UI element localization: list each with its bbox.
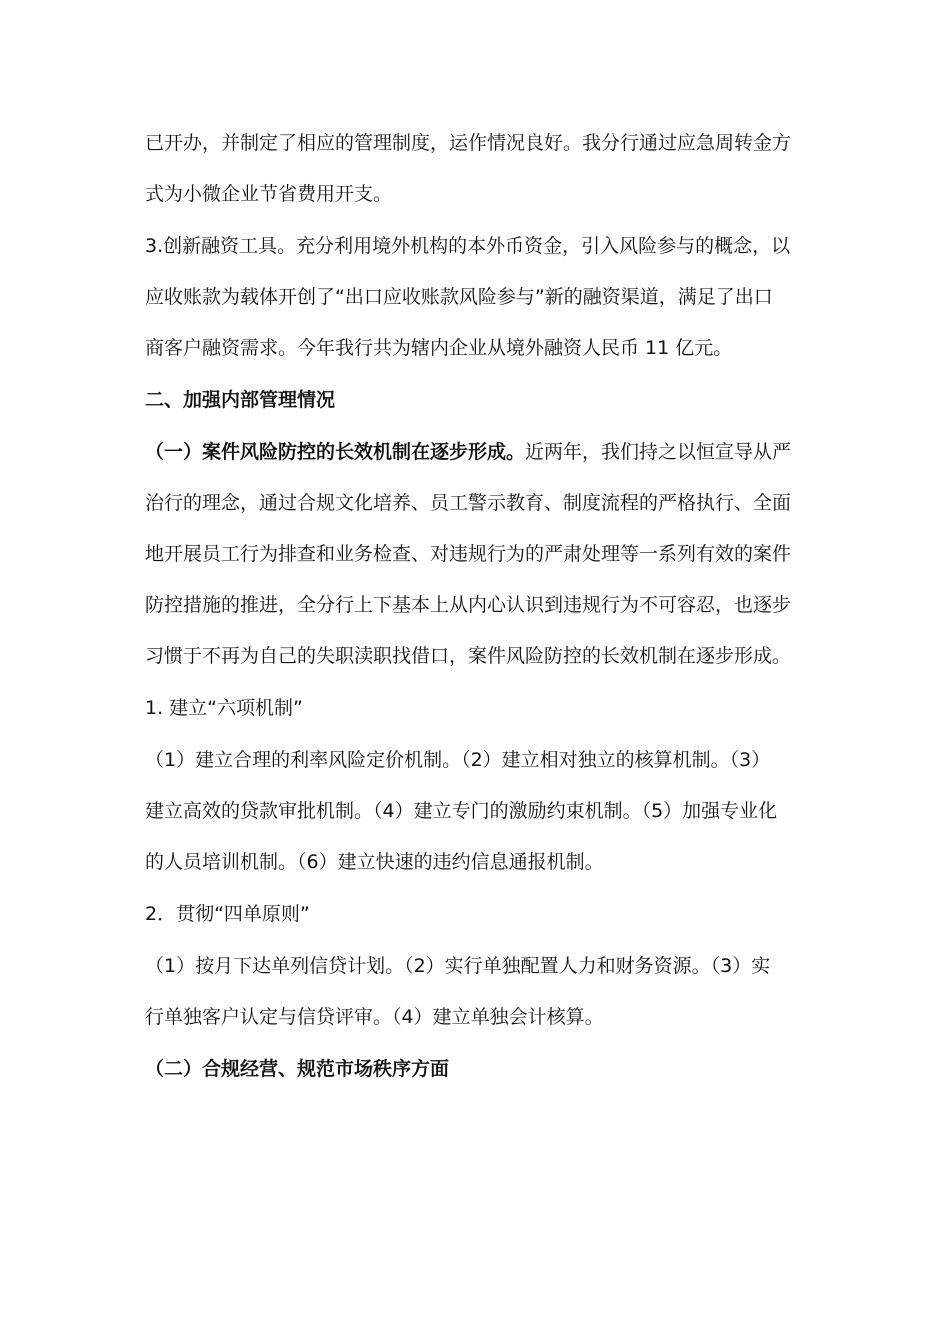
text-line: 3.创新融资工具。充分利用境外机构的本外币资金，引入风险参与的概念，以	[145, 235, 791, 257]
text-line: 建立高效的贷款审批机制。（4）建立专门的激励约束机制。（5）加强专业化	[145, 800, 778, 822]
text-line: 式为小微企业节省费用开支。	[145, 183, 393, 205]
text-line: 应收账款为载体开创了“出口应收账款风险参与”新的融资渠道，满足了出口	[145, 286, 773, 308]
text-line: 地开展员工行为排查和业务检查、对违规行为的严肃处理等一系列有效的案件	[145, 543, 792, 565]
subsection-heading-inline: （一）案件风险防控的长效机制在逐步形成。	[145, 441, 526, 463]
text-segment: 近两年，我们持之以恒宣导从严	[525, 441, 792, 463]
document-body	[145, 130, 805, 1082]
text-line: （1）按月下达单列信贷计划。（2）实行单独配置人力和财务资源。（3）实	[145, 955, 771, 977]
section-heading: 二、加强内部管理情况	[145, 389, 336, 411]
list-heading: 2．贯彻“四单原则”	[145, 903, 310, 925]
subsection-heading: （二）合规经营、规范市场秩序方面	[145, 1058, 450, 1080]
text-line: （1）建立合理的利率风险定价机制。（2）建立相对独立的核算机制。（3）	[145, 749, 771, 771]
text-line: 行单独客户认定与信贷评审。（4）建立单独会计核算。	[145, 1006, 604, 1028]
text-line: 治行的理念，通过合规文化培养、员工警示教育、制度流程的严格执行、全面	[145, 492, 792, 514]
text-line: 习惯于不再为自己的失职渎职找借口，案件风险防控的长效机制在逐步形成。	[145, 645, 792, 667]
list-heading: 1. 建立“六项机制”	[145, 697, 303, 719]
text-line: 的人员培训机制。（6）建立快速的违约信息通报机制。	[145, 851, 604, 873]
text-line: 商客户融资需求。今年我行共为辖内企业从境外融资人民币 11 亿元。	[145, 337, 733, 359]
text-line: 已开办，并制定了相应的管理制度，运作情况良好。我分行通过应急周转金方	[145, 132, 792, 154]
text-line: 防控措施的推进，全分行上下基本上从内心认识到违规行为不可容忍，也逐步	[145, 594, 792, 616]
text-line	[145, 439, 805, 465]
